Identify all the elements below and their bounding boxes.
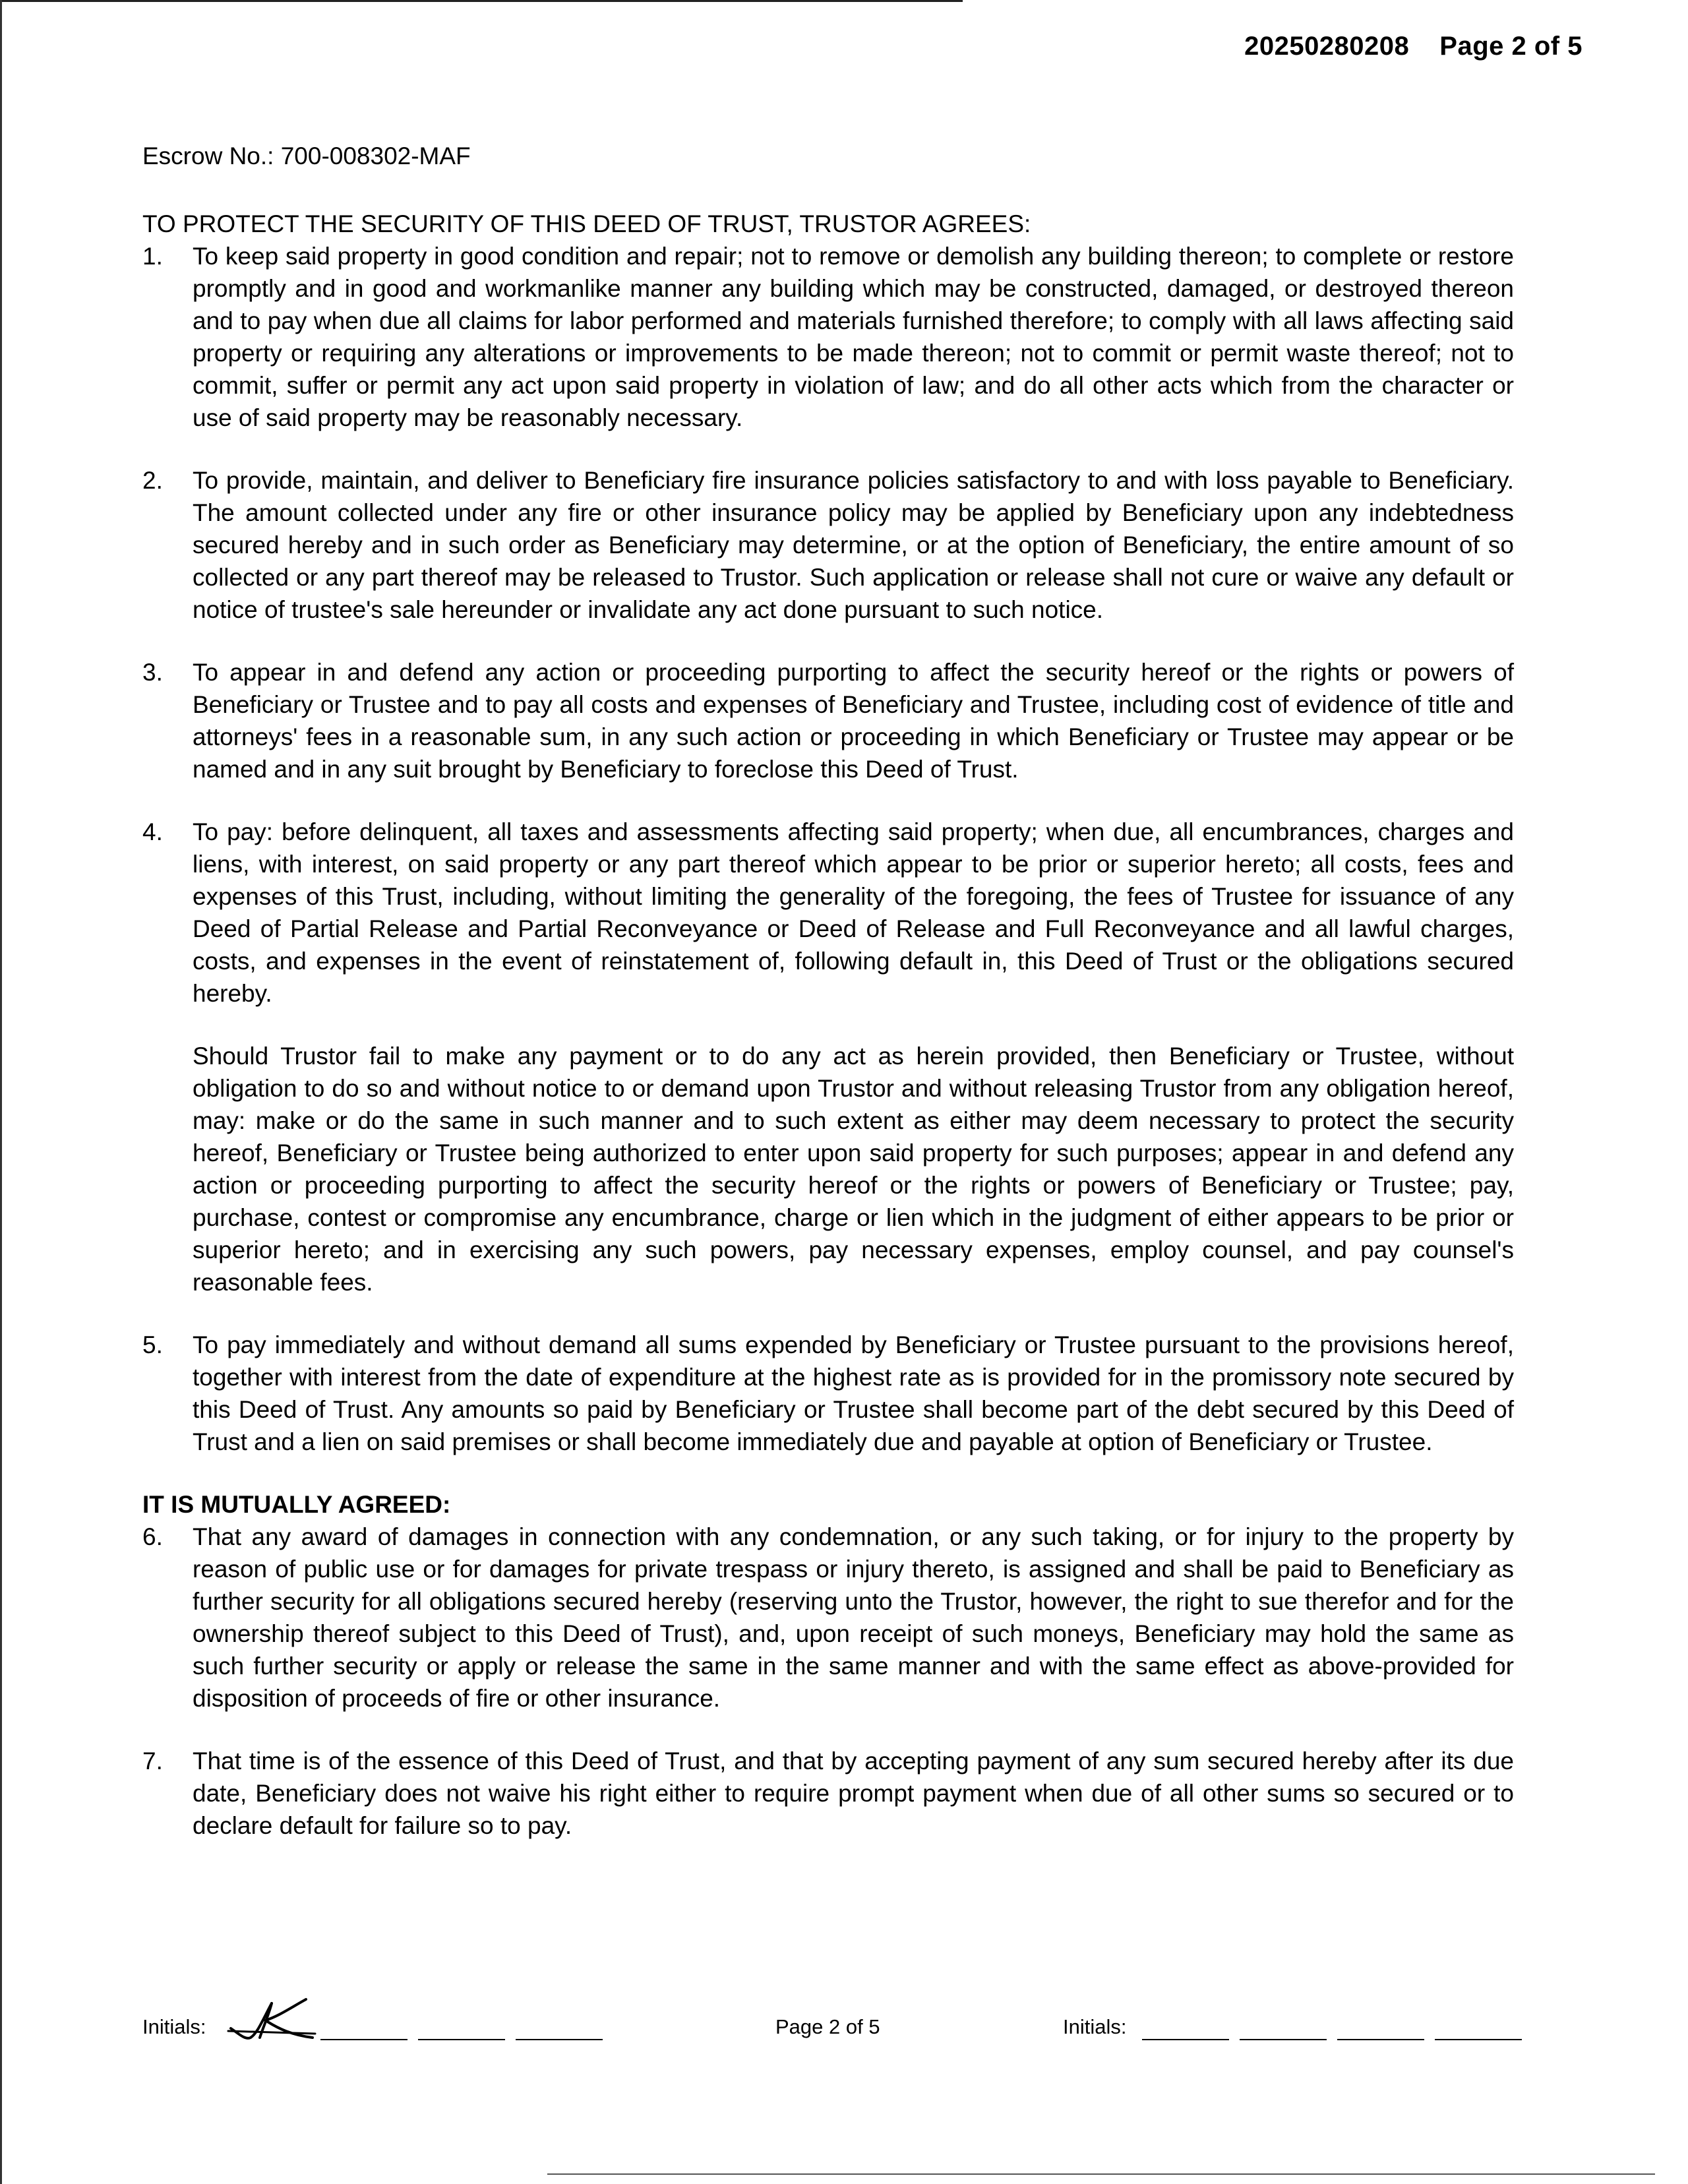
footer-page-number: Page 2 of 5 <box>775 2015 880 2038</box>
document-body <box>142 140 1514 1842</box>
escrow-number: Escrow No.: 700-008302-MAF <box>142 142 471 169</box>
initials-blank <box>1142 2039 1229 2040</box>
clause-number: 4. <box>142 818 163 845</box>
page-header <box>1244 32 1582 61</box>
clause-text: To provide, maintain, and deliver to Beneficiary fire insurance policies satisfactory to and with loss payable to Beneficiary. The amount collected under any fire or other insurance policy may be applied by Beneficiary upon any indebtedness secured hereby and in such order as Beneficiary may determine, or at the option of Beneficiary, the entire amount of so collected or any part thereof may be released to Trustor. Such application or release shall not cure or waive any default or notice of trustee's sale hereunder or invalidate any act done pursuant to such notice. <box>193 467 1514 623</box>
clause-text: That time is of the essence of this Deed of Trust, and that by accepting payment of any sum secured hereby after its due date, Beneficiary does not waive his right either to require prompt payment when due of all other sums so secured or to declare default for failure so to pay. <box>193 1747 1514 1839</box>
clause-number: 3. <box>142 659 163 686</box>
initials-blank <box>1337 2039 1424 2040</box>
clause-text: To pay: before delinquent, all taxes and assessments affecting said property; when due, all encumbrances, charges and liens, with interest, on said property or any part thereof which appear to be prior or superior hereto; all costs, fees and expenses of this Trust, including, without limiting the generality of the foregoing, the fees of Trustee for issuance of any Deed of Partial Release and Partial Reconveyance or Deed of Release and Full Reconveyance and all lawful charges, costs, and expenses in the event of reinstatement of, following default in, this Deed of Trust or the obligations secured hereby. <box>193 818 1514 1007</box>
document-number: 20250280208 <box>1244 32 1410 61</box>
clause-number: 2. <box>142 467 163 494</box>
clause-text: To keep said property in good condition and repair; not to remove or demolish any building thereon; to complete or restore promptly and in good and workmanlike manner any building which may be constructed, damaged, or destroyed thereon and to pay when due all claims for labor performed and materials furnished therefore; to comply with all laws affecting said property or requiring any alterations or improvements to be made thereon; not to commit or permit waste thereof; not to commit, suffer or permit any act upon said property in violation of law; and do all other acts which from the character or use of said property may be reasonably necessary. <box>193 243 1514 431</box>
clause-1 <box>142 240 1514 434</box>
clause-text: To pay immediately and without demand all sums expended by Beneficiary or Trustee pursuant to the provisions hereof, together with interest from the date of expenditure at the highest rate as is provided for in the promissory note secured by this Deed of Trust. Any amounts so paid by Beneficiary or Trustee shall become part of the debt secured by this Deed of Trust and a lien on said premises or shall become immediately due and payable at option of Beneficiary or Trustee. <box>193 1331 1514 1455</box>
initials-blank <box>1240 2039 1327 2040</box>
clause-4 <box>142 816 1514 1298</box>
clause-number: 5. <box>142 1331 163 1358</box>
clause-number: 1. <box>142 243 163 270</box>
clause-number: 7. <box>142 1747 163 1774</box>
clause-3 <box>142 656 1514 785</box>
initials-blank <box>516 2039 603 2040</box>
handwritten-initials-signature <box>226 1994 318 2047</box>
section-heading-trustor-agrees: TO PROTECT THE SECURITY OF THIS DEED OF TRUST, TRUSTOR AGREES: <box>142 210 1031 237</box>
header-page-label: Page 2 of 5 <box>1439 32 1582 61</box>
clause-6 <box>142 1521 1514 1714</box>
clause-text: That any award of damages in connection with any condemnation, or any such taking, or for injury to the property by reason of public use or for damages for private trespass or injury thereto, is assigned and shall be paid to Beneficiary as further security for all obligations secured hereby (reserving unto the Trustor, however, the right to sue therefor and for the ownership thereof subject to this Deed of Trust), and, upon receipt of such moneys, Beneficiary may hold the same as such further security or apply or release the same in the same manner and with the same effect as above-provided for disposition of proceeds of fire or other insurance. <box>193 1523 1514 1712</box>
page-footer <box>142 2002 1527 2055</box>
initials-right-label: Initials: <box>1063 2015 1127 2038</box>
section-heading-mutually-agreed: IT IS MUTUALLY AGREED: <box>142 1491 451 1518</box>
scan-edge-bottom <box>547 2173 1655 2175</box>
initials-left-label: Initials: <box>142 2015 206 2038</box>
clause-2 <box>142 464 1514 626</box>
initials-blank <box>418 2039 505 2040</box>
clause-5 <box>142 1329 1514 1458</box>
clause-text: To appear in and defend any action or proceeding purporting to affect the security hereof or the rights or powers of Beneficiary or Trustee and to pay all costs and expenses of Beneficiary and Trustee, including cost of evidence of title and attorneys' fees in a reasonable sum, in any such action or proceeding in which Beneficiary or Trustee may appear or be named and in any suit brought by Beneficiary to foreclose this Deed of Trust. <box>193 659 1514 783</box>
initials-blank <box>320 2039 407 2040</box>
scan-edge-left <box>0 0 2 2184</box>
initials-blank <box>1435 2039 1522 2040</box>
clause-number: 6. <box>142 1523 163 1550</box>
clause-7 <box>142 1745 1514 1842</box>
scan-edge-top <box>0 0 963 2</box>
clause-text: Should Trustor fail to make any payment or to do any act as herein provided, then Beneficiary or Trustee, without obligation to do so and without notice to or demand upon Trustor and without releasing Trustor from any obligation hereof, may: make or do the same in such manner and to such extent as either may deem necessary to protect the security hereof, Beneficiary or Trustee being authorized to enter upon said property for such purposes; appear in and defend any action or proceeding purporting to affect the security hereof or the rights or powers of Beneficiary or Trustee; pay, purchase, contest or compromise any encumbrance, charge or lien which in the judgment of either appears to be prior or superior hereto; and in exercising any such powers, pay necessary expenses, employ counsel, and pay counsel's reasonable fees. <box>193 1043 1514 1296</box>
